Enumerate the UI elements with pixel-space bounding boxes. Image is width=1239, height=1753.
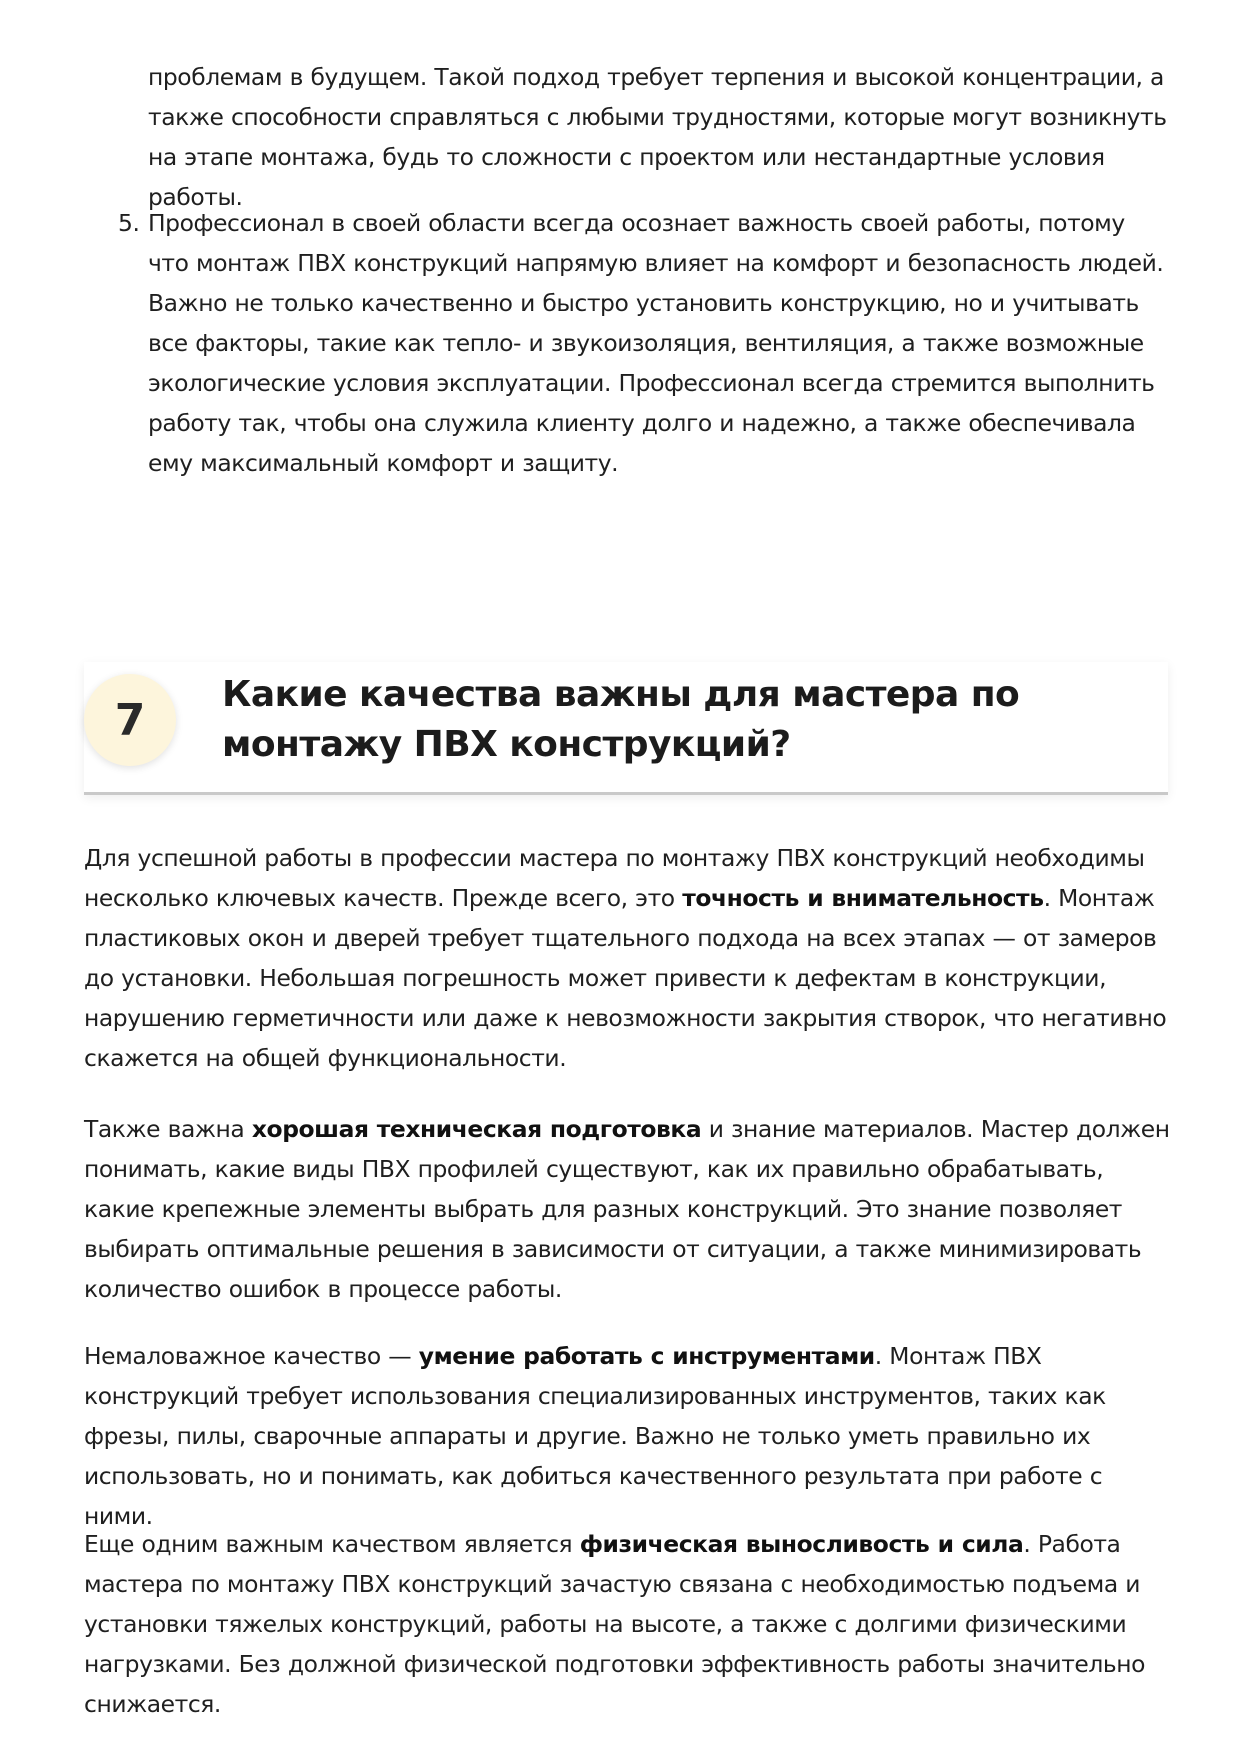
paragraph-emphasis: хорошая техническая подготовка (251, 1115, 702, 1143)
section-number-badge: 7 (84, 674, 176, 766)
paragraph-emphasis: умение работать с инструментами (418, 1342, 875, 1370)
paragraph-text: Также важна (84, 1115, 252, 1143)
list-item-number: 5. (118, 209, 140, 237)
paragraph-text: Для успешной работы в профессии мастера по монтажу ПВХ конструкций необходимы несколько ключевых качеств. Прежде всего, это (84, 844, 1145, 912)
paragraph-emphasis: точность и внимательность (682, 884, 1044, 912)
section-title: Какие качества важны для мастера по монтажу ПВХ конструкций? (222, 674, 1020, 765)
paragraph-text: Немаловажное качество — (84, 1342, 419, 1370)
paragraph-text: Еще одним важным качеством является (84, 1530, 580, 1558)
paragraph (84, 838, 1170, 1078)
list-item-5 (118, 203, 1168, 483)
paragraph-emphasis: физическая выносливость и сила (579, 1530, 1024, 1558)
paragraph-text: . Монтаж ПВХ конструкций требует использования специализированных инструментов, таких как фрезы, пилы, сварочные аппараты и другие. Важно не только уметь правильно их использовать, но и понимать, как добиться качественного результата при работе с ними. (84, 1342, 1106, 1530)
paragraph (84, 1109, 1170, 1309)
paragraph-text: . Работа мастера по монтажу ПВХ конструкций зачастую связана с необходимостью подъема и установки тяжелых конструкций, работы на высоте, а также с долгими физическими нагрузками. Без должной физической подготовки эффективность работы значительно снижается. (84, 1530, 1146, 1718)
paragraph (84, 1336, 1170, 1536)
section-heading (84, 662, 1168, 795)
list-item-continuation: проблемам в будущем. Такой подход требует терпения и высокой концентрации, а также способности справляться с любыми трудностями, которые могут возникнуть на этапе монтажа, будь то сложности с проектом или нестандартные условия работы. (148, 63, 1167, 211)
paragraph (84, 1524, 1170, 1724)
list-item-text: Профессионал в своей области всегда осознает важность своей работы, потому что монтаж ПВХ конструкций напрямую влияет на комфорт и безопасность людей. Важно не только качественно и быстро установить конструкцию, но и учитывать все факторы, такие как тепло- и звукоизоляция, вентиляция, а также возможные экологические условия эксплуатации. Профессионал всегда стремится выполнить работу так, чтобы она служила клиенту долго и надежно, а также обеспечивала ему максимальный комфорт и защиту. (148, 209, 1164, 477)
paragraph-text: . Монтаж пластиковых окон и дверей требует тщательного подхода на всех этапах — от замеров до установки. Небольшая погрешность может привести к дефектам в конструкции, нарушению герметичности или даже к невозможности закрытия створок, что негативно скажется на общей функциональности. (84, 884, 1167, 1072)
paragraph-text: и знание материалов. Мастер должен понимать, какие виды ПВХ профилей существуют, как их правильно обрабатывать, какие крепежные элементы выбрать для разных конструкций. Это знание позволяет выбирать оптимальные решения в зависимости от ситуации, а также минимизировать количество ошибок в процессе работы. (84, 1115, 1170, 1303)
